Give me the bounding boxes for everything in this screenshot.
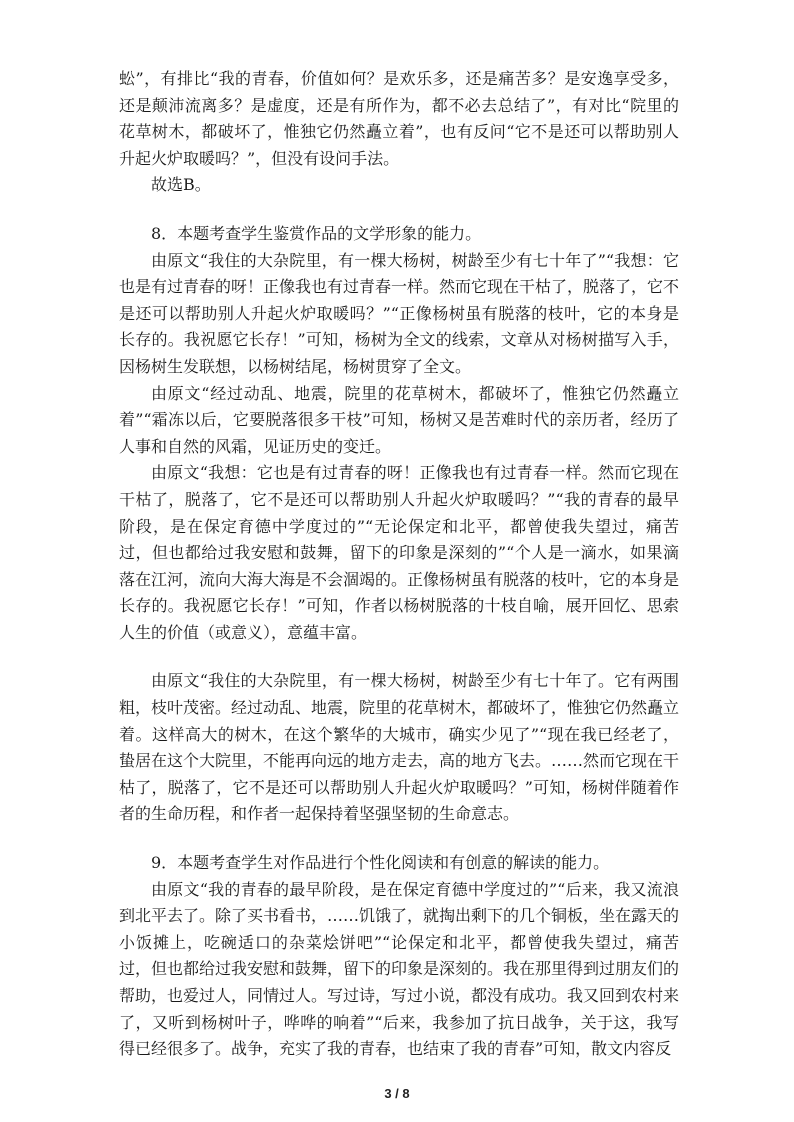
question-8-point-2: 由原文“经过动乱、地震，院里的花草树木，都破坏了，惟独它仍然矗立着”“霜冻以后，它要脱落很多干枝”可知，杨树又是苦难时代的亲历者，经历了人事和自然的风霜，见证历史的变迁。 — [119, 383, 679, 456]
question-8-point-3: 由原文“我想：它也是有过青春的呀！正像我也有过青春一样。然而它现在干枯了，脱落了，它不是还可以帮助别人升起火炉取暖吗？”“我的青春的最早阶段，是在保定育德中学度过的”“无论保定和北平，都曾使我失望过，痛苦过，但也都给过我安慰和鼓舞，留下的印象是深刻的”“个人是一滴水，如果滴落在江河，流向大海大海是不会涸竭的。正像杨树虽有脱落的枝叶，它的本身是长存的。我祝愿它长存！”可知，作者以杨树脱落的十枝自喻，展开回忆、思索人生的价值（或意义），意蕴丰富。 — [119, 463, 680, 642]
document-body — [119, 66, 679, 1063]
question-9-heading: 9．本题考查学生对作品进行个性化阅读和有创意的解读的能力。 — [151, 853, 610, 873]
page-number: 3 / 8 — [384, 1086, 410, 1101]
question-9-point-1: 由原文“我的青春的最早阶段，是在保定育德中学度过的”“后来，我又流浪到北平去了。除了买书看书，……饥饿了，就掏出剩下的几个铜板，坐在露天的小饭摊上，吃碗适口的杂菜烩饼吧”“论保定和北平，都曾使我失望过，痛苦过，但也都给过我安慰和鼓舞，留下的印象是深刻的。我在那里得到过朋友们的帮助，也爱过人，同情过人。写过诗，写过小说，都没有成功。我又回到农村来了，又听到杨树叶子，哗哗的响着”“后来，我参加了抗日战争，关于这，我写得已经很多了。战争，充实了我的青春，也结束了我的青春”可知，散文内容反 — [119, 879, 680, 1059]
section-gap — [119, 646, 679, 668]
question-8-heading: 8．本题考查学生鉴赏作品的文学形象的能力。 — [151, 223, 482, 243]
question-8-point-1: 由原文“我住的大杂院里，有一棵大杨树，树龄至少有七十年了”“我想：它也是有过青春的呀！正像我也有过青春一样。然而它现在干枯了，脱落了，它不是还可以帮助别人升起火炉取暖吗？”“正像杨树虽有脱落的枝叶，它的本身是长存的。我祝愿它长存！”可知，杨树为全文的线索，文章从对杨树描写入手，因杨树生发联想，以杨树结尾，杨树贯穿了全文。 — [119, 250, 680, 376]
question-8-point-4: 由原文“我住的大杂院里，有一棵大杨树，树龄至少有七十年了。它有两围粗，枝叶茂密。经过动乱、地震，院里的花草树木，都破坏了，惟独它仍然矗立着。这样高大的树木，在这个繁华的大城市，确实少见了”“现在我已经老了，蛰居在这个大院里，不能再向远的地方走去，高的地方飞去。……然而它现在干枯了，脱落了，它不是还可以帮助别人升起火炉取暖吗？”可知，杨树伴随着作者的生命历程，和作者一起保持着坚强坚韧的生命意志。 — [119, 671, 680, 824]
section-gap — [119, 828, 679, 850]
paragraph-continuation: 蚣”，有排比“我的青春，价值如何？是欢乐多，还是痛苦多？是安逸享受多，还是颠沛流离多？是虚度，还是有所作为，都不必去总结了”，有对比“院里的花草树木，都破坏了，惟独它仍然矗立着”，也有反问“它不是还可以帮助别人升起火炉取暖吗？”，但没有设问手法。 — [119, 69, 679, 168]
section-gap — [119, 199, 679, 221]
paragraph-answer: 故选B。 — [151, 175, 211, 195]
